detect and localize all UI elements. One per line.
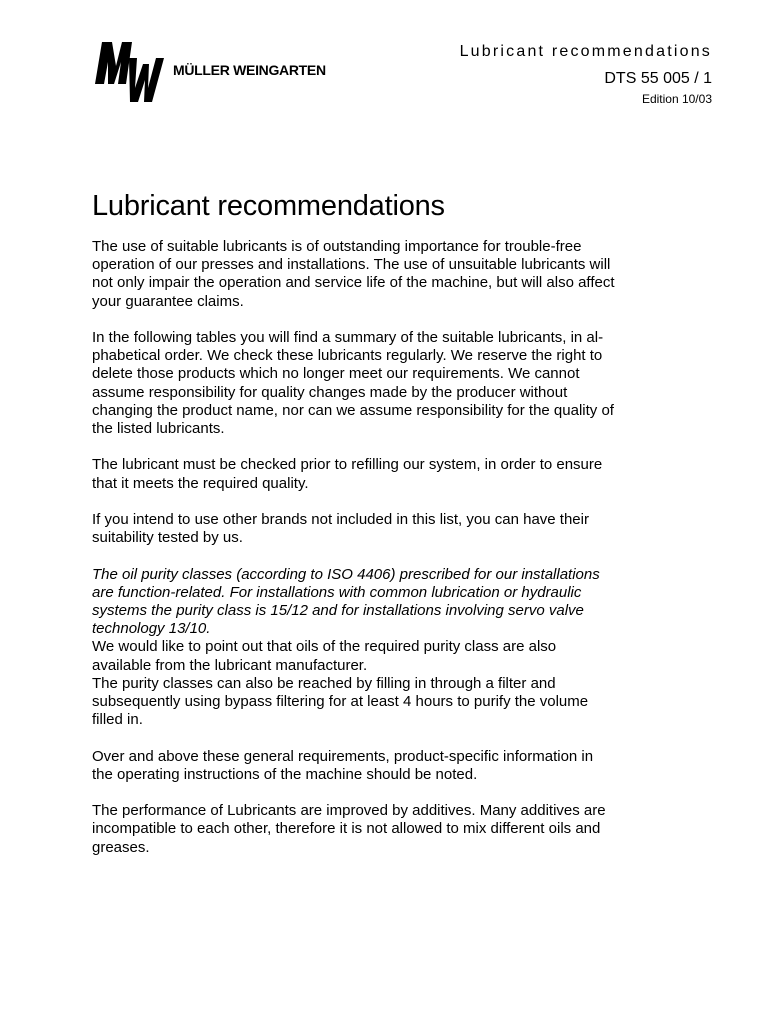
text-line: that it meets the required quality.: [92, 474, 309, 492]
document-number: DTS 55 005 / 1: [604, 70, 712, 87]
text-line: The performance of Lubricants are improved by additives. Many additives are: [92, 802, 606, 820]
paragraph-intro: [92, 238, 692, 311]
text-line: The lubricant must be checked prior to refilling our system, in order to ensure: [92, 456, 603, 474]
text-line: In the following tables you will find a summary of the suitable lubricants, in al-: [92, 329, 604, 346]
document-header-info: [460, 42, 712, 107]
text-line: If you intend to use other brands not included in this list, you can have their: [92, 511, 589, 528]
text-line: operation of our presses and installations. The use of unsuitable lubricants will: [92, 256, 611, 274]
paragraph-check-prior: [92, 456, 692, 492]
text-line: the listed lubricants.: [92, 420, 225, 438]
text-line: changing the product name, nor can we assume responsibility for the quality of: [92, 401, 614, 419]
paragraph-other-brands: [92, 511, 692, 547]
paragraph-purity-classes: [92, 566, 692, 730]
text-line: available from the lubricant manufacturer.: [92, 656, 368, 674]
text-line: not only impair the operation and service life of the machine, but will also affect: [92, 274, 615, 292]
text-line-italic: technology 13/10.: [92, 620, 211, 638]
company-logo: [93, 40, 353, 106]
mw-logo-mark-icon: [93, 40, 173, 106]
text-line: The use of suitable lubricants is of outstanding importance for trouble-free: [92, 238, 582, 255]
text-line: suitability tested by us.: [92, 529, 243, 547]
company-name: MÜLLER WEINGARTEN: [173, 62, 326, 78]
paragraph-additives: [92, 802, 692, 857]
text-line-italic: The oil purity classes (according to ISO 4406) prescribed for our installations: [92, 565, 600, 583]
text-line: We would like to point out that oils of the required purity class are also: [92, 638, 557, 656]
text-line: your guarantee claims.: [92, 292, 244, 310]
document-title-header: Lubricant recommendations: [459, 43, 712, 60]
text-line: subsequently using bypass filtering for at least 4 hours to purify the volume: [92, 693, 589, 711]
edition-label: Edition 10/03: [641, 92, 712, 106]
text-line: filled in.: [92, 711, 143, 729]
paragraph-tables-summary: [92, 329, 692, 438]
document-body: [92, 188, 692, 857]
text-line: delete those products which no longer meet our requirements. We cannot: [92, 365, 580, 383]
page-title: Lubricant recommendations: [92, 190, 445, 222]
text-line: The purity classes can also be reached by filling in through a filter and: [92, 674, 556, 692]
text-line: the operating instructions of the machine should be noted.: [92, 765, 478, 783]
text-line: incompatible to each other, therefore it is not allowed to mix different oils and: [92, 820, 601, 838]
paragraph-general-requirements: [92, 748, 692, 784]
text-line: assume responsibility for quality changes made by the producer without: [92, 383, 568, 401]
text-line-italic: are function-related. For installations with common lubrication or hydraulic: [92, 583, 582, 601]
text-line: phabetical order. We check these lubricants regularly. We reserve the right to: [92, 347, 603, 365]
text-line-italic: systems the purity class is 15/12 and for installations involving servo valve: [92, 602, 584, 619]
text-line: Over and above these general requirements, product-specific information in: [92, 747, 594, 765]
text-line: greases.: [92, 838, 150, 856]
